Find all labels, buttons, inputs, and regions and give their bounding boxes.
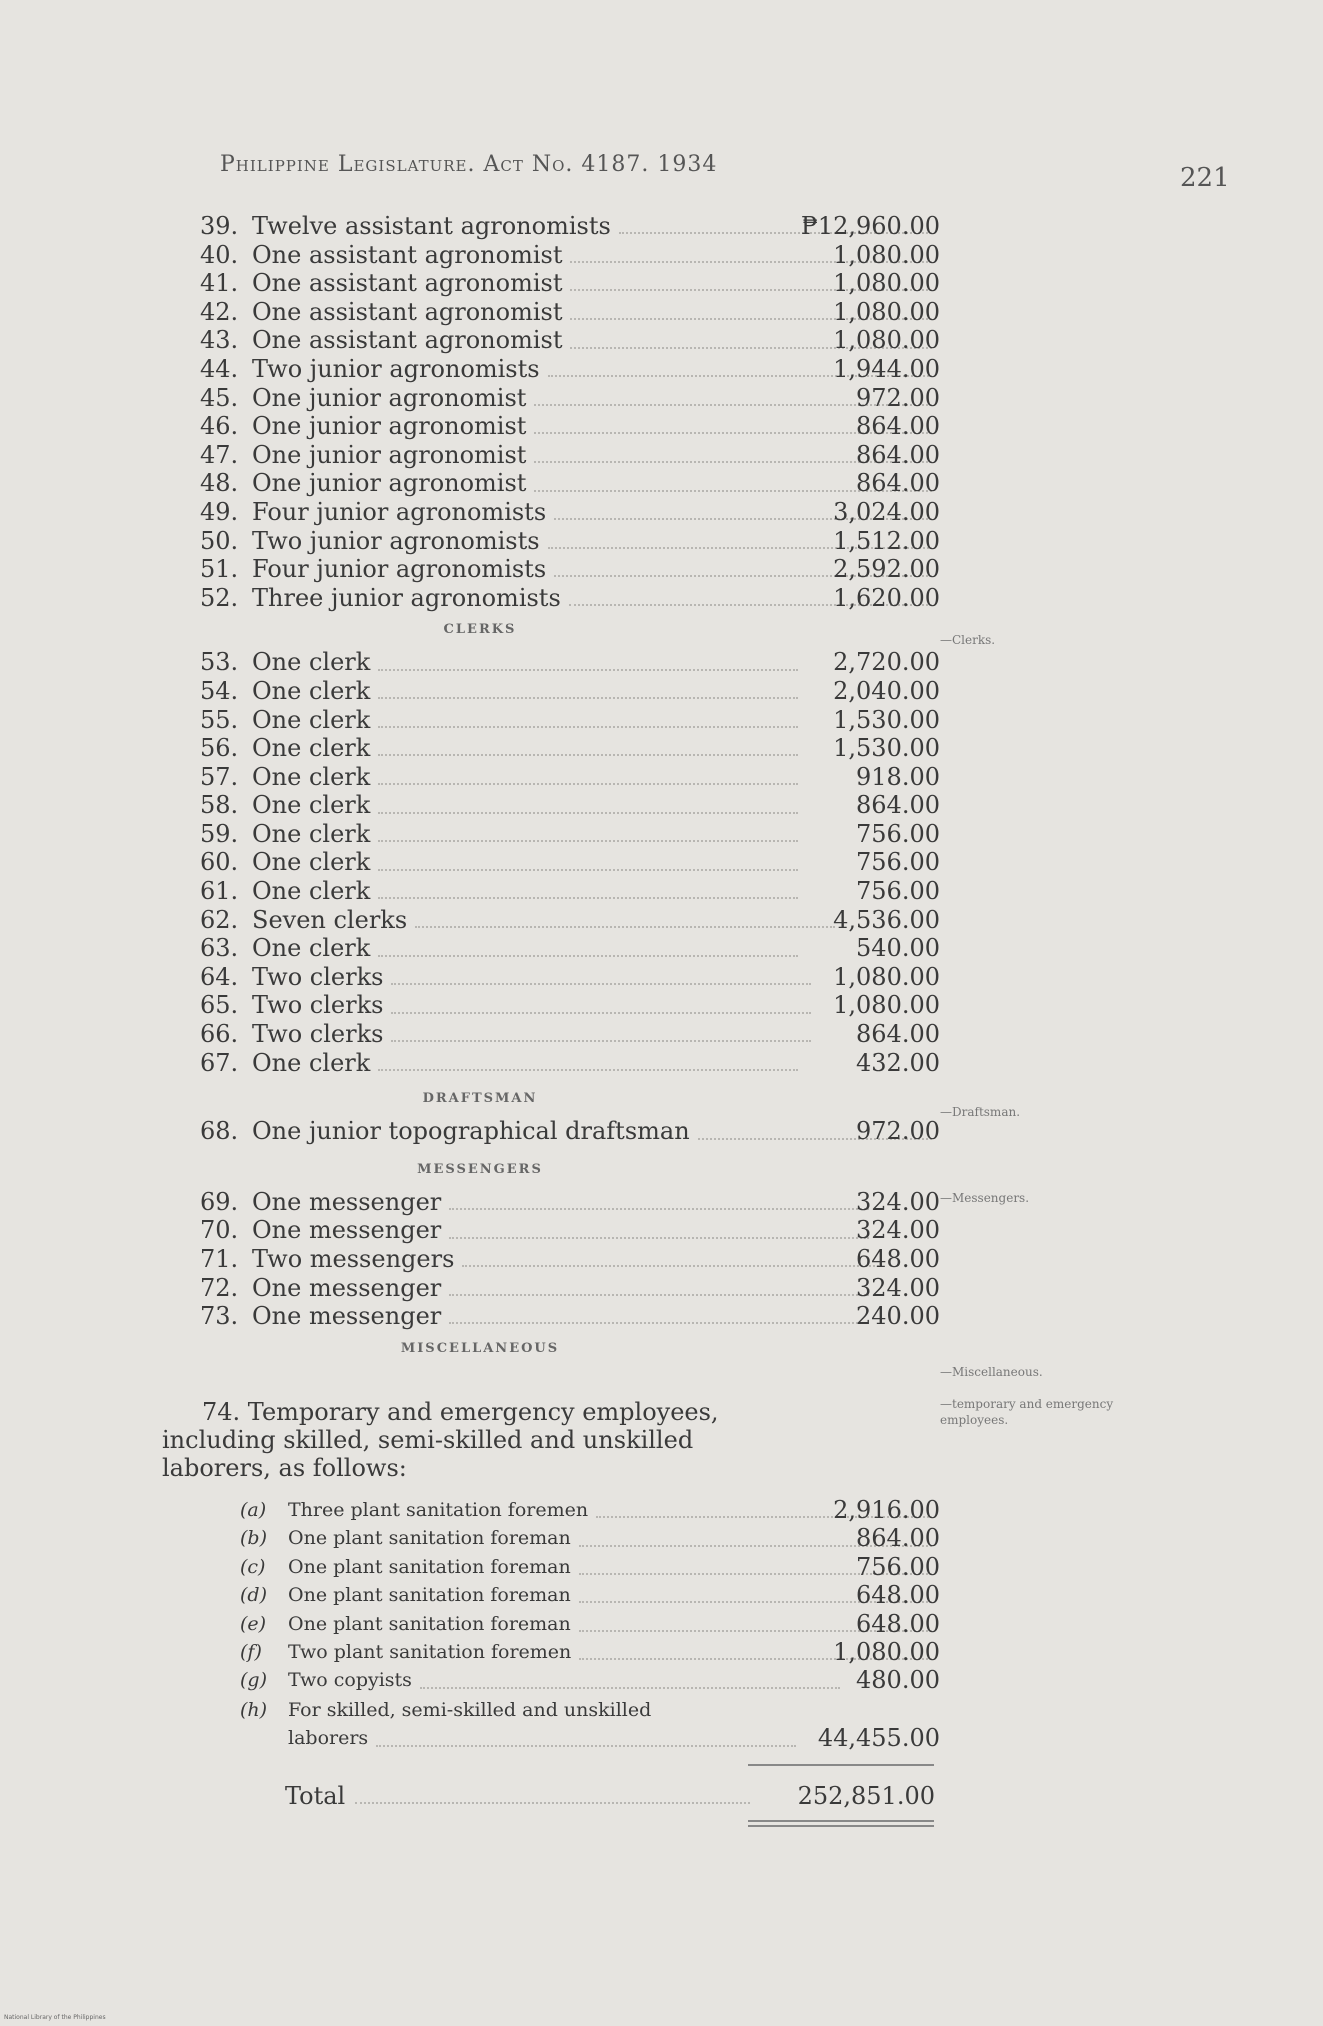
item-h-label-line1: For skilled, semi-skilled and unskilled [288,1699,652,1721]
list-item [200,906,940,935]
list-item [200,1049,940,1078]
list-item [240,1524,940,1552]
item-amount: 432.00 [856,1048,940,1077]
list-item [200,1117,940,1146]
item-amount: 864.00 [856,1524,940,1553]
list-item [200,934,940,963]
item-number: (d) [240,1584,267,1607]
list-item [200,1188,940,1217]
item-number: 58. [200,791,239,820]
item-number: (f) [240,1640,262,1663]
list-item [200,412,940,441]
item-number: 72. [200,1273,239,1302]
item-number: 63. [200,934,239,963]
item-amount: 972.00 [856,383,940,412]
list-item [200,469,940,498]
agronomists-section [200,212,940,612]
total-amount: 252,851.00 [797,1782,935,1810]
list-item [200,848,940,877]
item-number: 45. [200,383,239,412]
leader-dots [420,1673,840,1689]
item-amount: 1,620.00 [833,583,940,612]
item-label: One junior agronomist [252,440,527,469]
clerks-heading: CLERKS [443,622,517,638]
item-amount: 1,080.00 [833,269,940,298]
item-label: One clerk [252,934,371,963]
item-amount: 324.00 [856,1216,940,1245]
item-amount: 2,040.00 [833,676,940,705]
item-number: 68. [200,1117,239,1146]
item-amount: 1,080.00 [833,1637,940,1666]
item-label: Seven clerks [252,905,408,934]
item-label: One plant sanitation foreman [288,1527,571,1550]
list-item [200,677,940,706]
list-item [240,1496,940,1524]
item-amount: 1,530.00 [833,705,940,734]
miscellaneous-heading: MISCELLANEOUS [400,1340,560,1356]
item-number: 52. [200,583,239,612]
item-amount: 756.00 [856,877,940,906]
leader-dots [415,912,835,928]
item-number: 53. [200,648,239,677]
clerks-section [200,648,940,1077]
item-label: One messenger [252,1273,442,1302]
item-amount: 1,944.00 [833,354,940,383]
list-item [200,1216,940,1245]
list-item [200,734,940,763]
item-number: 46. [200,412,239,441]
item-h-num: (h) [240,1699,268,1721]
item-label: One clerk [252,877,371,906]
item-number: 66. [200,1020,239,1049]
item-label: One clerk [252,819,371,848]
item-label: One messenger [252,1302,442,1331]
list-item [200,527,940,556]
list-item [240,1553,940,1581]
item-label: One clerk [252,705,371,734]
margin-note-clerks: —Clerks. [940,633,996,647]
item-label: One clerk [252,676,371,705]
draftsman-section [200,1117,940,1146]
item-label: Four junior agronomists [252,497,547,526]
list-item [200,212,940,241]
item-number: 54. [200,676,239,705]
total-label: Total [285,1782,346,1810]
item-number: (a) [240,1499,267,1521]
list-item [200,584,940,613]
item-label: One junior agronomist [252,469,527,498]
item-amount: 864.00 [856,1020,940,1049]
item-amount: 3,024.00 [833,497,940,526]
total-row [285,1782,935,1810]
item-number: 55. [200,705,239,734]
list-item [200,555,940,584]
messengers-section [200,1188,940,1331]
list-item [200,1020,940,1049]
item-label: Three junior agronomists [252,583,561,612]
item-amount: 864.00 [856,440,940,469]
item-label: Three plant sanitation foremen [288,1499,589,1521]
item-number: 62. [200,905,239,934]
leader-dots [376,1731,796,1747]
item-amount: 756.00 [856,1552,940,1581]
item-amount: 480.00 [856,1666,940,1695]
item-amount: 4,536.00 [833,905,940,934]
footer-credit: National Library of the Philippines [4,2014,106,2021]
list-item [200,298,940,327]
item-amount: 324.00 [856,1273,940,1302]
item-number: 43. [200,326,239,355]
item-label: One clerk [252,762,371,791]
item-amount: 648.00 [856,1609,940,1638]
leader-dots [378,712,798,728]
item-number: (e) [240,1612,267,1635]
list-item [200,384,940,413]
list-item [200,991,940,1020]
leader-dots [378,855,798,871]
list-item [240,1581,940,1609]
item-number: 70. [200,1216,239,1245]
item-amount: 648.00 [856,1581,940,1610]
item-number: 64. [200,962,239,991]
leader-dots [378,769,798,785]
item-number: 59. [200,819,239,848]
item-label: One junior topographical draftsman [252,1117,690,1146]
messengers-heading: MESSENGERS [417,1161,543,1177]
leader-dots [391,1026,811,1042]
double-rule-bottom [748,1825,934,1827]
item-amount: 864.00 [856,469,940,498]
item-label: Two messengers [252,1245,455,1273]
item-number: 73. [200,1302,239,1331]
item-label: One clerk [252,648,371,677]
item-amount: 324.00 [856,1187,940,1216]
item-amount: 756.00 [856,819,940,848]
list-item [200,1302,940,1331]
margin-note-draftsman: —Draftsman. [940,1105,1021,1119]
list-item [240,1638,940,1666]
item-amount: 918.00 [856,762,940,791]
item-number: 65. [200,991,239,1020]
item-number: 44. [200,354,239,383]
item-label: Two junior agronomists [252,526,540,555]
item-h-amount: 44,455.00 [817,1724,940,1752]
item-label: One clerk [252,848,371,877]
list-item [200,355,940,384]
item-74-paragraph: 74. Temporary and emergency employees, including skilled, semi-skilled and unskilled laborers, as follows: [162,1398,719,1482]
list-item [240,1666,940,1694]
item-label: Four junior agronomists [252,555,547,584]
list-item [200,763,940,792]
draftsman-heading: DRAFTSMAN [422,1091,538,1107]
leader-dots [378,683,798,699]
item-label: Two copyists [288,1669,412,1692]
item-number: 67. [200,1048,239,1077]
item-number: 71. [200,1245,239,1273]
list-item [240,1610,940,1638]
list-item [200,820,940,849]
item-amount: 1,080.00 [833,240,940,269]
list-item [200,241,940,270]
list-item [200,648,940,677]
item-amount: 648.00 [856,1245,940,1273]
leader-dots [378,740,798,756]
double-rule-top [748,1820,934,1822]
item-label: One junior agronomist [252,412,527,441]
item-amount: 2,720.00 [833,648,940,677]
leader-dots [391,998,811,1014]
item-amount: 756.00 [856,848,940,877]
page-number: 221 [1180,163,1230,193]
list-item [200,269,940,298]
item-amount: 864.00 [856,791,940,820]
item-label: One messenger [252,1216,442,1245]
list-item [200,326,940,355]
item-label: Two plant sanitation foremen [288,1640,572,1663]
item-amount: 1,080.00 [833,297,940,326]
item-number: 48. [200,469,239,498]
item-amount: 864.00 [856,412,940,441]
item-number: (b) [240,1527,267,1550]
item-label: Two clerks [252,1020,384,1049]
item-label: One assistant agronomist [252,240,563,269]
item-label: One junior agronomist [252,383,527,412]
item-label: One clerk [252,734,371,763]
list-item [200,498,940,527]
item-label: Twelve assistant agronomists [252,212,611,240]
item-label: Two clerks [252,991,384,1020]
item-number: 49. [200,497,239,526]
leader-dots [378,798,798,814]
item-number: 61. [200,877,239,906]
item-number: 51. [200,555,239,584]
item-label: One clerk [252,1048,371,1077]
list-item [200,1245,940,1274]
item-number: (c) [240,1555,266,1578]
list-item [200,1274,940,1303]
item-number: 56. [200,734,239,763]
item-amount: 972.00 [856,1117,940,1146]
leader-dots [378,941,798,957]
sub-items-list [240,1496,940,1695]
item-label: One assistant agronomist [252,269,563,298]
sum-rule [748,1764,934,1766]
item-amount: 240.00 [856,1302,940,1331]
item-number: 57. [200,762,239,791]
item-amount: 2,592.00 [833,555,940,584]
item-amount: 2,916.00 [833,1496,940,1524]
item-label: One plant sanitation foreman [288,1555,571,1578]
item-amount: 1,080.00 [833,991,940,1020]
leader-dots [391,969,811,985]
leader-dots [378,1055,798,1071]
item-amount: 1,530.00 [833,734,940,763]
list-item [200,963,940,992]
margin-note-temporary: —temporary and emergency employees. [940,1397,1114,1427]
item-number: 60. [200,848,239,877]
item-label: One clerk [252,791,371,820]
item-label: One plant sanitation foreman [288,1612,571,1635]
item-number: 41. [200,269,239,298]
item-label: One plant sanitation foreman [288,1584,571,1607]
leader-dots [355,1788,750,1804]
item-h [240,1696,940,1754]
margin-note-messengers: —Messengers. [940,1191,1030,1205]
list-item [200,441,940,470]
leader-dots [378,883,798,899]
item-number: 39. [200,212,239,240]
list-item [200,791,940,820]
item-number: 50. [200,526,239,555]
leader-dots [378,826,798,842]
item-amount: 1,080.00 [833,962,940,991]
item-number: 42. [200,297,239,326]
item-number: 47. [200,440,239,469]
leader-dots [378,655,798,671]
item-number: 40. [200,240,239,269]
running-head: Philippine Legislature. Act No. 4187. 1934 [220,152,718,177]
item-label: One assistant agronomist [252,297,563,326]
item-label: Two clerks [252,962,384,991]
margin-note-miscellaneous: —Miscellaneous. [940,1365,1043,1379]
item-amount: 1,512.00 [833,526,940,555]
item-amount: ₱12,960.00 [800,212,940,240]
item-h-label-line2: laborers [288,1727,369,1749]
item-number: 69. [200,1187,239,1216]
item-label: One messenger [252,1187,442,1216]
item-amount: 540.00 [856,934,940,963]
item-number: (g) [240,1669,267,1692]
appropriation-list [200,212,940,1367]
item-label: Two junior agronomists [252,354,540,383]
list-item [200,706,940,735]
item-amount: 1,080.00 [833,326,940,355]
item-label: One assistant agronomist [252,326,563,355]
list-item [200,877,940,906]
